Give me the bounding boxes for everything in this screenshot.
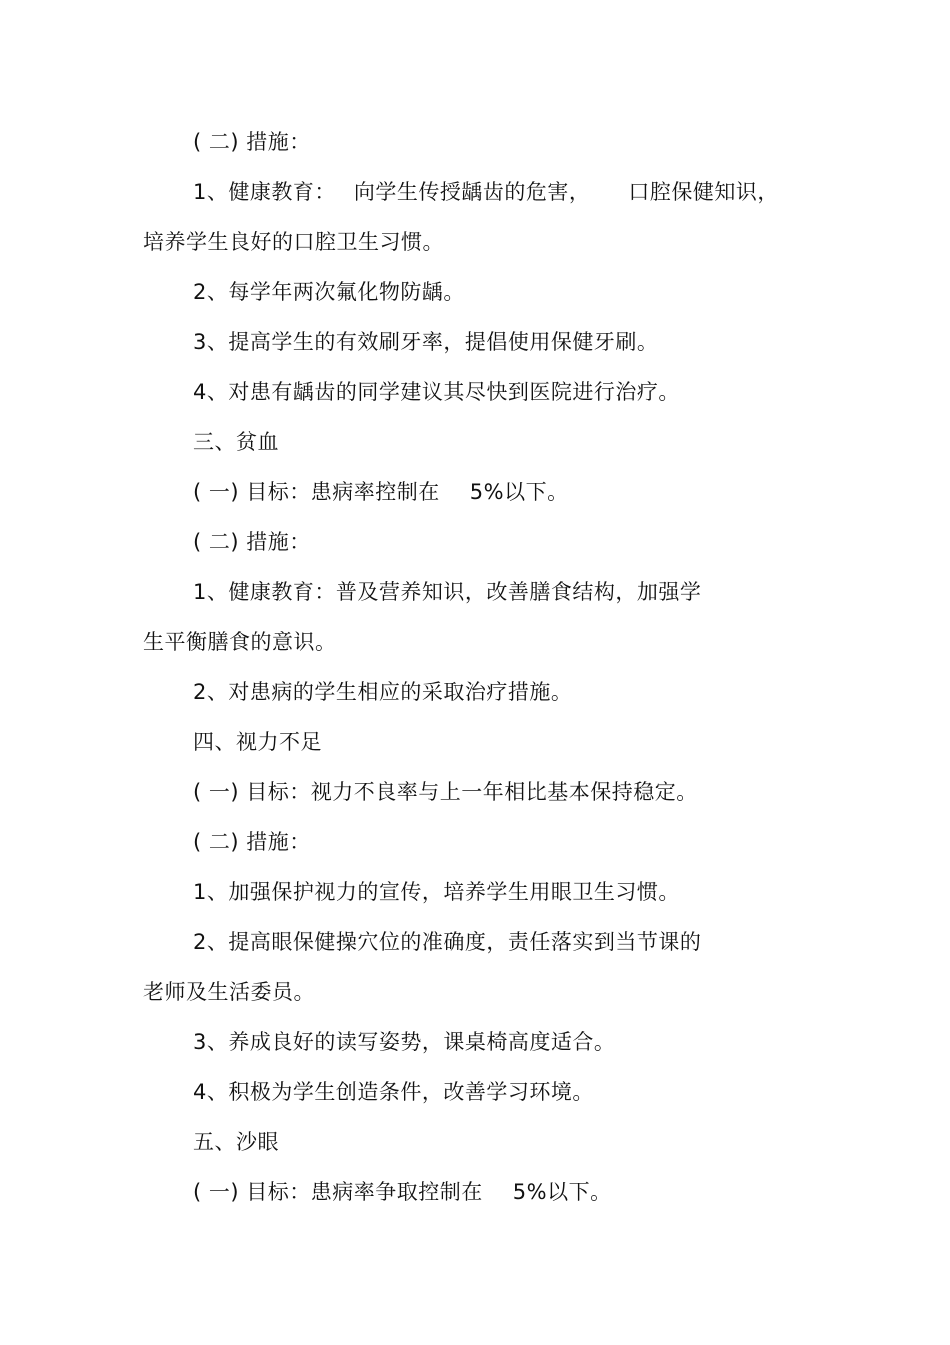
text-span: ( 二) 措施：	[193, 530, 311, 554]
text-span: ( 一) 目标：患病率争取控制在	[193, 1180, 483, 1204]
paragraph-measures-heading	[193, 828, 311, 856]
text-span: ( 一) 目标：视力不良率与上一年相比基本保持稳定。	[193, 780, 698, 804]
text-span: ( 二) 措施：	[193, 130, 311, 154]
text-span: 培养学生良好的口腔卫生习惯。	[143, 230, 444, 254]
text-span: 2、每学年两次氟化物防龋。	[193, 280, 465, 304]
paragraph-caries-education	[193, 178, 779, 206]
paragraph-vision-goal	[193, 778, 698, 806]
text-span: 生平衡膳食的意识。	[143, 630, 337, 654]
text-span: 4、对患有龋齿的同学建议其尽快到医院进行治疗。	[193, 380, 680, 404]
section-heading-trachoma	[193, 1128, 279, 1156]
paragraph-eye-exercise-cont	[143, 978, 315, 1006]
paragraph-anemia-goal	[193, 478, 569, 506]
section-heading-vision	[193, 728, 322, 756]
paragraph-measures-heading	[193, 128, 311, 156]
text-span: ( 二) 措施：	[193, 830, 311, 854]
text-span: 2、提高眼保健操穴位的准确度，责任落实到当节课的	[193, 930, 702, 954]
text-span: 1、健康教育：	[193, 180, 336, 204]
paragraph-treatment	[193, 378, 680, 406]
section-heading-anemia	[193, 428, 279, 456]
paragraph-environment	[193, 1078, 594, 1106]
text-span: 五、沙眼	[193, 1130, 279, 1154]
text-span: 向学生传授龋齿的危害，	[353, 180, 591, 204]
paragraph-posture	[193, 1028, 615, 1056]
paragraph-vision-promotion	[193, 878, 680, 906]
text-span: 3、提高学生的有效刷牙率，提倡使用保健牙刷。	[193, 330, 659, 354]
paragraph-trachoma-goal	[193, 1178, 612, 1206]
text-span: 5%以下。	[512, 1180, 612, 1204]
text-span: 1、加强保护视力的宣传，培养学生用眼卫生习惯。	[193, 880, 680, 904]
text-span: 四、视力不足	[193, 730, 322, 754]
text-span: 2、对患病的学生相应的采取治疗措施。	[193, 680, 573, 704]
text-span: 5%以下。	[469, 480, 569, 504]
paragraph-nutrition-education-cont	[143, 628, 337, 656]
text-span: 4、积极为学生创造条件，改善学习环境。	[193, 1080, 594, 1104]
text-span: 1、健康教育：普及营养知识，改善膳食结构，加强学	[193, 580, 702, 604]
text-span: 3、养成良好的读写姿势，课桌椅高度适合。	[193, 1030, 616, 1054]
paragraph-brushing	[193, 328, 658, 356]
paragraph-eye-exercise	[193, 928, 701, 956]
text-span: 三、贫血	[193, 430, 279, 454]
text-span: 口腔保健知识，	[628, 180, 779, 204]
paragraph-anemia-treatment	[193, 678, 572, 706]
paragraph-nutrition-education	[193, 578, 701, 606]
paragraph-measures-heading	[193, 528, 311, 556]
text-span: 老师及生活委员。	[143, 980, 315, 1004]
paragraph-fluoride	[193, 278, 465, 306]
text-span: ( 一) 目标：患病率控制在	[193, 480, 440, 504]
paragraph-caries-education-cont	[143, 228, 444, 256]
